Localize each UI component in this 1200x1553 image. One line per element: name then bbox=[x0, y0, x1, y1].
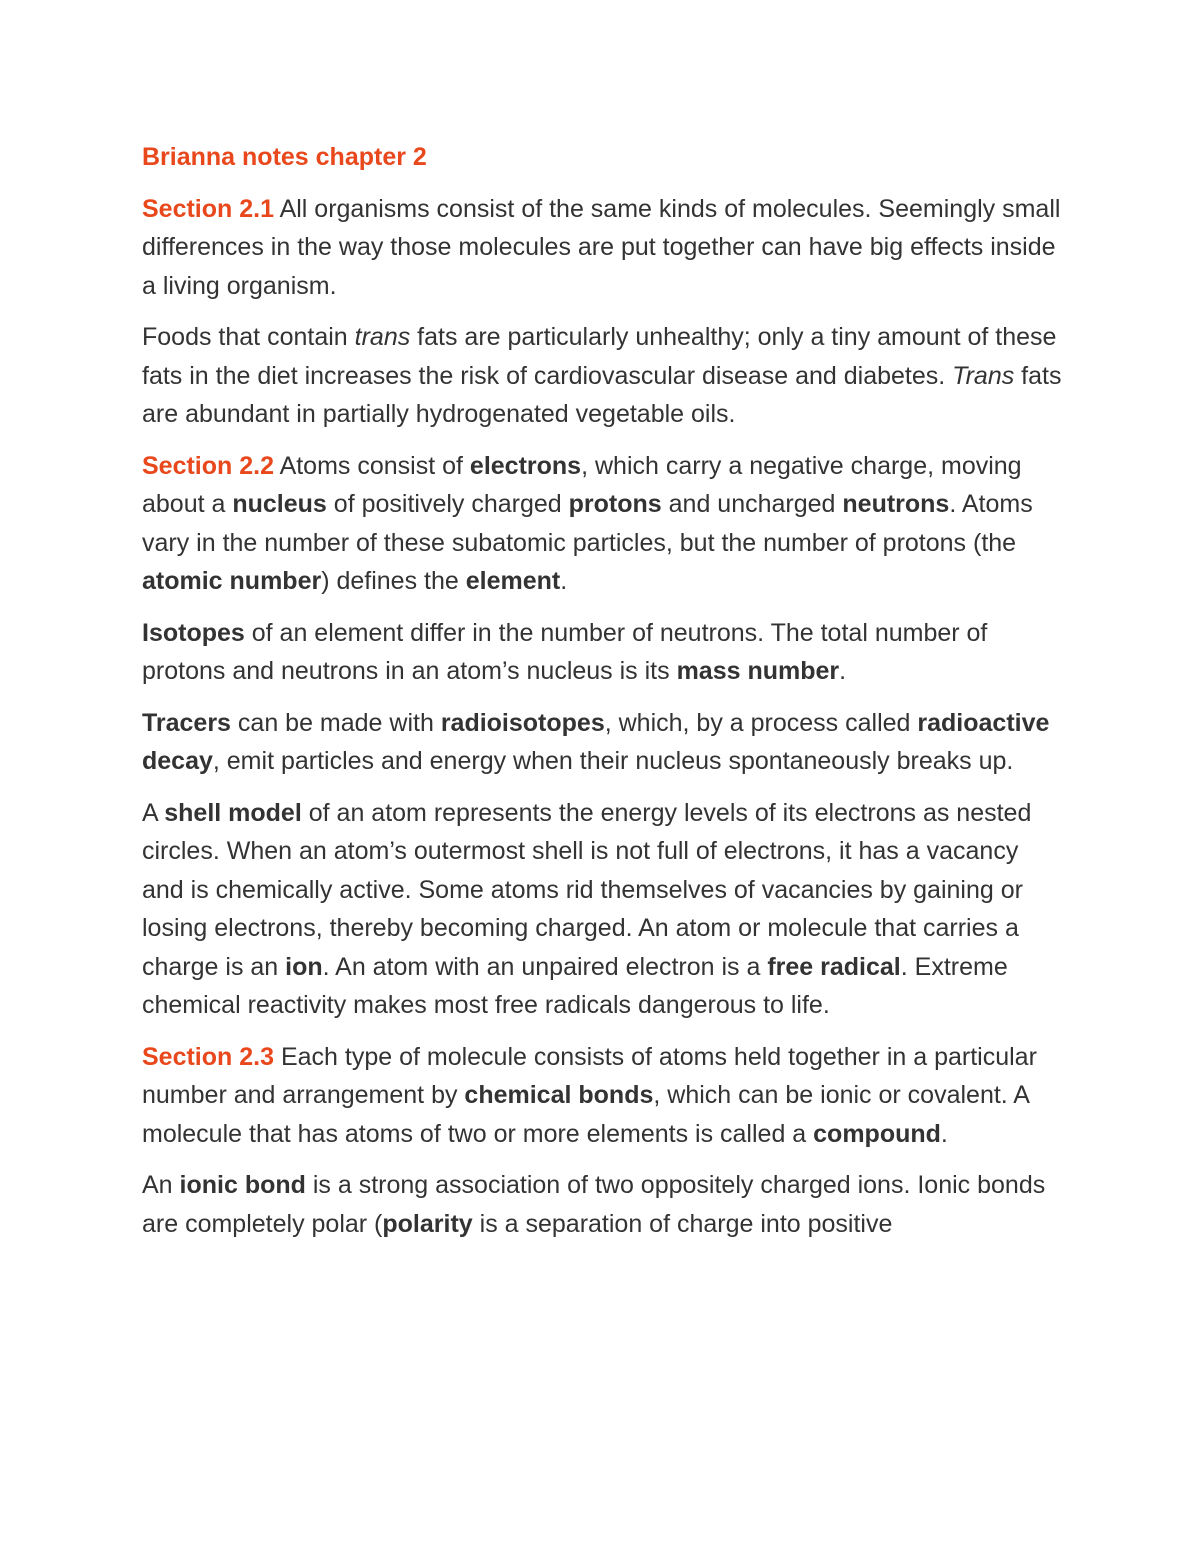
paragraph-text: fats are abundant in partially hydrogenated vegetable oils. bbox=[142, 361, 1062, 428]
paragraph-text: of an element differ in the number of neutrons. The total number of protons and neutrons in an atom’s nucleus is its bbox=[142, 618, 988, 685]
paragraph-text: , which, by a process called bbox=[604, 708, 918, 737]
italic-term: trans bbox=[354, 323, 411, 351]
bold-term: electrons bbox=[469, 451, 582, 480]
bold-term: compound bbox=[813, 1119, 941, 1148]
bold-term: mass number bbox=[676, 657, 840, 685]
bold-term: protons bbox=[568, 490, 662, 518]
bold-term: nucleus bbox=[232, 490, 327, 518]
bold-term: free radical bbox=[767, 952, 901, 981]
paragraph-ionic-bond bbox=[142, 1166, 1062, 1243]
section-heading: Section 2.1 bbox=[142, 194, 274, 223]
paragraph-section-2-2 bbox=[142, 447, 1062, 601]
section-heading: Section 2.2 bbox=[142, 451, 274, 480]
paragraph-trans-fats bbox=[142, 318, 1062, 434]
paragraph-text: . An atom with an unpaired electron is a bbox=[322, 952, 768, 981]
paragraph-text: , which carry a negative charge, moving about a bbox=[142, 451, 1022, 518]
paragraph-text: , emit particles and energy when their nucleus spontaneously breaks up. bbox=[212, 747, 1014, 775]
paragraph-shell-model bbox=[142, 794, 1062, 1025]
bold-term: Tracers bbox=[142, 708, 231, 737]
paragraph-text: and uncharged bbox=[661, 490, 843, 518]
paragraph-text: A bbox=[142, 798, 165, 827]
paragraph-text: is a strong association of two oppositely charged ions. Ionic bonds are completely polar ( bbox=[142, 1171, 1046, 1238]
bold-term: ion bbox=[285, 952, 323, 981]
paragraph-section-2-3 bbox=[142, 1038, 1062, 1154]
paragraph-text: can be made with bbox=[230, 708, 441, 737]
paragraph-text: An bbox=[142, 1171, 180, 1199]
bold-term: neutrons bbox=[842, 490, 950, 518]
paragraph-text: is a separation of charge into positive bbox=[472, 1209, 893, 1238]
document-page bbox=[142, 138, 1062, 1256]
bold-term: element bbox=[465, 567, 561, 595]
paragraph-text: Each type of molecule consists of atoms held together in a particular number and arrangement by bbox=[142, 1042, 1037, 1109]
bold-term: atomic number bbox=[142, 567, 322, 595]
section-heading: Section 2.3 bbox=[142, 1042, 274, 1071]
paragraph-section-2-1 bbox=[142, 190, 1062, 306]
bold-term: radioactive decay bbox=[142, 708, 1050, 775]
bold-term: Isotopes bbox=[142, 618, 245, 647]
paragraph-text: Foods that contain bbox=[142, 323, 355, 351]
bold-term: shell model bbox=[164, 798, 302, 827]
paragraph-text: . bbox=[560, 567, 568, 595]
paragraph-tracers bbox=[142, 704, 1062, 781]
paragraph-text: fats are particularly unhealthy; only a tiny amount of these fats in the diet increases the risk of cardiovascular disease and diabetes. bbox=[142, 323, 1057, 390]
paragraph-text: Atoms consist of bbox=[274, 451, 470, 480]
paragraph-text: . Atoms vary in the number of these subatomic particles, but the number of protons (the bbox=[142, 490, 1033, 557]
paragraph-text: . bbox=[940, 1119, 948, 1148]
paragraph-text: . bbox=[839, 657, 847, 685]
document-title: Brianna notes chapter 2 bbox=[142, 143, 427, 171]
paragraph-text: All organisms consist of the same kinds of molecules. Seemingly small differences in the way those molecules are put together can have big effects inside a living organism. bbox=[142, 194, 1061, 300]
bold-term: polarity bbox=[382, 1209, 473, 1238]
bold-term: radioisotopes bbox=[440, 708, 605, 737]
bold-term: ionic bond bbox=[179, 1171, 306, 1199]
paragraph-text: of positively charged bbox=[326, 490, 569, 518]
paragraph-isotopes bbox=[142, 614, 1062, 691]
paragraph-text: , which can be ionic or covalent. A molecule that has atoms of two or more elements is called a bbox=[142, 1081, 1029, 1148]
italic-term: Trans bbox=[952, 361, 1015, 390]
paragraph-text: ) defines the bbox=[321, 567, 466, 595]
paragraph-text: of an atom represents the energy levels of its electrons as nested circles. When an atom’s outermost shell is not full of electrons, it has a vacancy and is chemically active. Some atoms rid themselves of vacancies by gaining or losing electrons, thereby becoming charged. An atom or molecule that carries a charge is an bbox=[142, 798, 1032, 981]
paragraph-text: . Extreme chemical reactivity makes most free radicals dangerous to life. bbox=[142, 952, 1008, 1019]
bold-term: chemical bonds bbox=[464, 1081, 654, 1109]
